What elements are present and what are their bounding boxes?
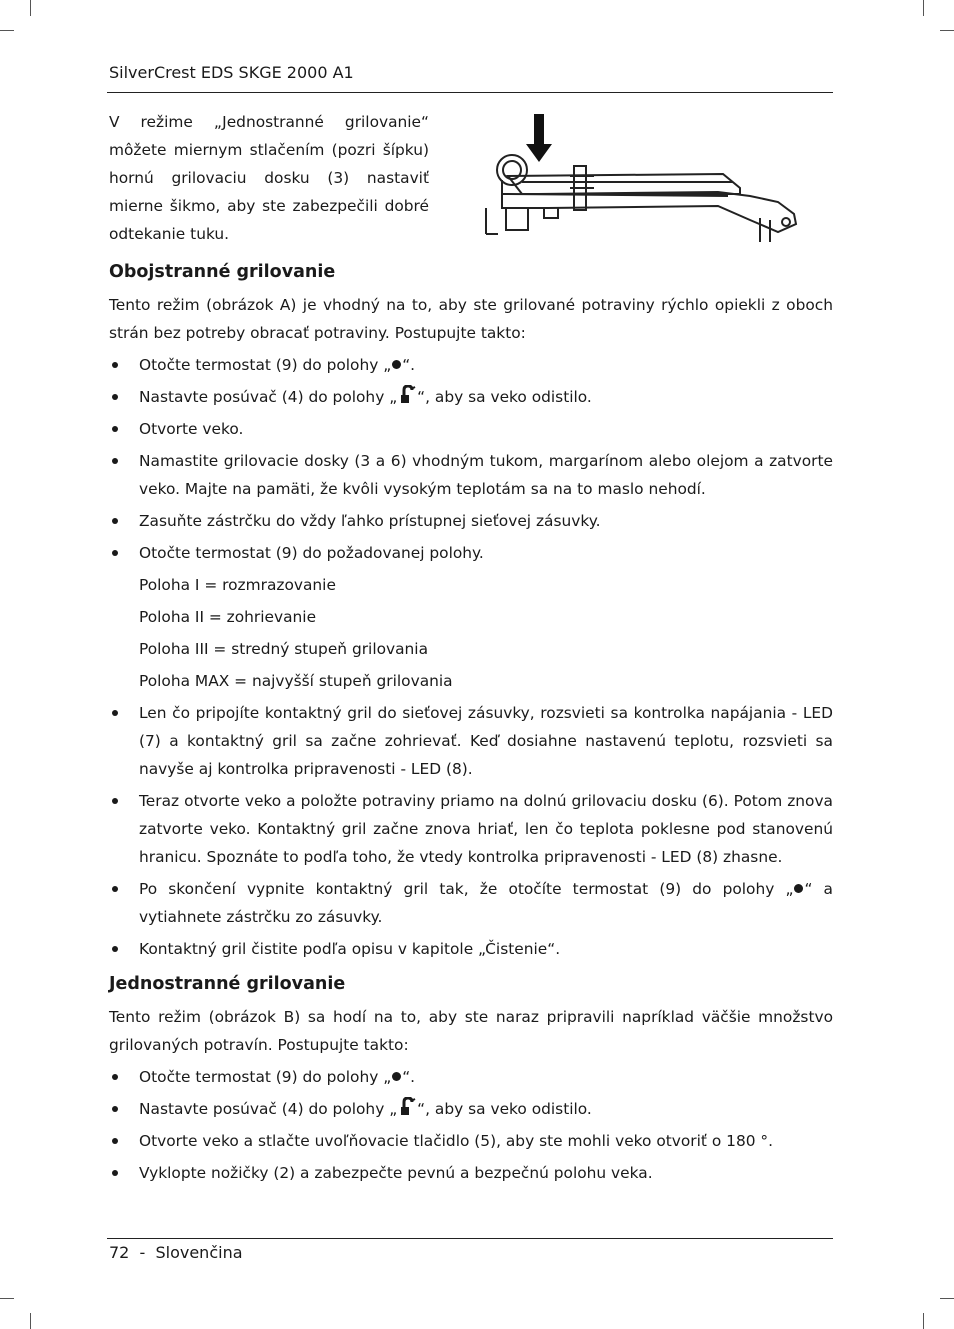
section-heading-double-sided: Obojstranné grilovanie [109,262,336,282]
position-item: Poloha I = rozmrazovanie [139,576,336,594]
crop-mark [940,1298,954,1299]
unlock-slider-icon [397,385,417,405]
list-item: Po skončení vypnite kontaktný gril tak, že otočíte termostat (9) do polohy „ “ a vytiahnete zástrčku zo zásuvky. [109,875,833,931]
position-item: Poloha II = zohrievanie [139,608,317,626]
list-item: Otočte termostat (9) do polohy „ “. [109,1063,833,1091]
press-arrow-icon [526,114,552,162]
crop-mark [0,30,14,31]
off-position-dot-icon [392,1072,401,1081]
position-item: Poloha MAX = najvyšší stupeň grilovania [139,672,453,690]
section-paragraph: Tento režim (obrázok A) je vhodný na to, aby ste grilované potraviny rýchlo opiekli z oboch strán bez potreby obracať potraviny. Postupujte takto: [109,296,833,342]
list-item: Kontaktný gril čistite podľa opisu v kapitole „Čistenie“. [109,935,833,963]
list-item: Otočte termostat (9) do požadovanej polohy. [109,539,833,567]
unlock-slider-icon [397,1097,417,1117]
grill-side-illustration [478,108,803,248]
list-item: Nastavte posúvač (4) do polohy „ “, aby sa veko odistilo. [109,383,833,411]
section-paragraph: Tento režim (obrázok B) sa hodí na to, aby ste naraz pripravili napríklad väčšie množstvo grilovaných potravín. Postupujte takto: [109,1008,833,1054]
crop-mark [923,1313,924,1329]
off-position-dot-icon [392,360,401,369]
header-rule [107,92,833,93]
footer-rule [107,1238,833,1239]
list-item: Otvorte veko. [109,415,833,443]
bullet-list [109,351,833,963]
intro-paragraph: V režime „Jednostranné grilovanie“ môžete miernym stlačením (pozri šípku) hornú grilovaciu dosku (3) nastaviť mierne šikmo, aby ste zabezpečili dobré odtekanie tuku. [109,113,429,243]
list-item: Teraz otvorte veko a položte potraviny priamo na dolnú grilovaciu dosku (6). Potom znova zatvorte veko. Kontaktný gril začne znova hriať, len čo teplota poklesne pod stanovenú hranicu. Spoznáte to podľa toho, že vtedy kontrolka pripravenosti - LED (8) zhasne. [109,787,833,871]
list-item: Otočte termostat (9) do polohy „ “. [109,351,833,379]
list-item: Zasuňte zástrčku do vždy ľahko prístupnej sieťovej zásuvky. [109,507,833,535]
page-footer: 72 - Slovenčina [109,1243,243,1262]
bullet-list [109,1063,833,1187]
list-item: Namastite grilovacie dosky (3 a 6) vhodným tukom, margarínom alebo olejom a zatvorte veko. Majte na pamäti, že kvôli vysokým teplotám sa na to maslo nehodí. [109,447,833,503]
crop-mark [940,30,954,31]
crop-mark [30,0,31,16]
list-item: Len čo pripojíte kontaktný gril do sieťovej zásuvky, rozsvieti sa kontrolka napájania - LED (7) a kontaktný gril sa začne zohrievať. Keď dosiahne nastavenú teplotu, rozsvieti sa navyše aj kontrolka pripravenosti - LED (8). [109,699,833,783]
crop-mark [30,1313,31,1329]
crop-mark [0,1298,14,1299]
list-item: Vyklopte nožičky (2) a zabezpečte pevnú a bezpečnú polohu veka. [109,1159,833,1187]
crop-mark [923,0,924,16]
list-item: Otvorte veko a stlačte uvoľňovacie tlačidlo (5), aby ste mohli veko otvoriť o 180 °. [109,1127,833,1155]
position-item: Poloha III = stredný stupeň grilovania [139,640,429,658]
main-content [109,256,833,1187]
off-position-dot-icon [794,884,803,893]
section-heading-single-sided: Jednostranné grilovanie [109,974,346,994]
page-header-title: SilverCrest EDS SKGE 2000 A1 [109,63,354,82]
list-item: Nastavte posúvač (4) do polohy „ “, aby sa veko odistilo. [109,1095,833,1123]
